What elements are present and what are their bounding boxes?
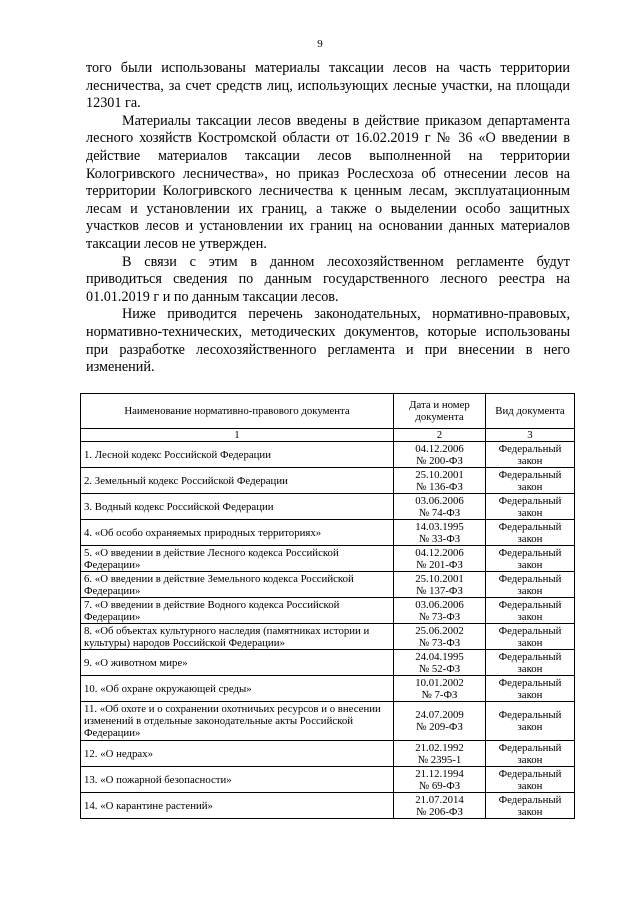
document-name: 5. «О введении в действие Лесного кодекса Российской Федерации» [84, 546, 339, 571]
document-type-line1: Федеральный [498, 442, 562, 455]
document-type-cell [486, 767, 575, 793]
document-type-line1: Федеральный [498, 598, 562, 611]
document-type-cell [486, 650, 575, 676]
column-number-row [81, 429, 575, 442]
document-number: № 74-ФЗ [418, 506, 461, 519]
table-row [81, 741, 575, 767]
document-type-line1: Федеральный [498, 709, 562, 721]
document-date-cell [394, 767, 486, 793]
table-row [81, 624, 575, 650]
document-date-cell [394, 572, 486, 598]
document-name: 3. Водный кодекс Российской Федерации [84, 500, 274, 513]
document-name: 8. «Об объектах культурного наследия (памятниках истории и культуры) народов Российской Федерации» [84, 624, 370, 649]
document-name-cell [81, 468, 394, 494]
document-name: 6. «О введении в действие Земельного кодекса Российской Федерации» [84, 572, 354, 597]
document-name-cell [81, 793, 394, 819]
document-name: 12. «О недрах» [84, 747, 153, 760]
document-date-cell [394, 624, 486, 650]
paragraph: В связи с этим в данном лесохозяйственном регламенте будут приводиться сведения по данным государственного лесного реестра на 01.01.2019 г и по данным таксации лесов. [86, 253, 570, 305]
column-number: 3 [486, 429, 575, 442]
document-type-line2: закон [517, 779, 543, 792]
document-name: 2. Земельный кодекс Российской Федерации [84, 474, 288, 487]
table-row [81, 494, 575, 520]
document-type-line2: закон [517, 636, 543, 649]
document-name-cell [81, 494, 394, 520]
table-row [81, 793, 575, 819]
document-type-line2: закон [517, 454, 543, 467]
document-date-cell [394, 676, 486, 702]
paragraph: того были использованы материалы таксации лесов на часть территории лесничества, за счет средств лиц, использующих лесные участки, на площади 12301 га. [86, 60, 570, 112]
document-type-cell [486, 624, 575, 650]
paragraph: Ниже приводится перечень законодательных, нормативно-правовых, нормативно-технических, методических документов, которые использованы при разработке лесохозяйственного регламента и при внесении в него изменений. [86, 306, 570, 376]
document-type-line2: закон [517, 688, 543, 701]
document-date-cell [394, 468, 486, 494]
document-date: 03.06.2006 [415, 598, 464, 611]
header-date-number: Дата и номер документа [394, 394, 486, 429]
document-date-cell [394, 520, 486, 546]
table-row [81, 702, 575, 741]
document-number: № 201-ФЗ [416, 558, 463, 571]
document-date: 24.04.1995 [415, 650, 464, 663]
header-document-name: Наименование нормативно-правового документа [81, 394, 394, 429]
document-type-line1: Федеральный [498, 650, 562, 663]
document-type-line2: закон [517, 532, 543, 545]
document-number: № 137-ФЗ [416, 584, 463, 597]
document-number: № 206-ФЗ [416, 805, 463, 818]
table-row [81, 676, 575, 702]
table-row [81, 546, 575, 572]
document-date: 25.06.2002 [415, 624, 464, 637]
document-type-line1: Федеральный [498, 468, 562, 481]
body-text [86, 60, 570, 377]
document-type-line1: Федеральный [498, 676, 562, 689]
document-type-cell [486, 741, 575, 767]
document-type-cell [486, 572, 575, 598]
document-name-cell [81, 650, 394, 676]
document-number: № 73-ФЗ [418, 636, 461, 649]
document-name-cell [81, 546, 394, 572]
document-name-cell [81, 676, 394, 702]
header-document-type: Вид документа [486, 394, 575, 429]
document-type-line2: закон [517, 480, 543, 493]
paragraph: Материалы таксации лесов введены в действие приказом департамента лесного хозяйств Костромской области от 16.02.2019 г № 36 «О введении в действие материалов таксации лесов выполненной на территории Кологривского лесничества», но приказ Рослесхоза об отнесении лесов на территории Кологривского лесничества к ценным лесам, эксплуатационным лесам и установлении их границ, а также о выделении особо защитных участков лесов и установлении их границ на основании данных материалов таксации лесов не утвержден. [86, 112, 570, 252]
document-type-line2: закон [517, 506, 543, 519]
document-name: 1. Лесной кодекс Российской Федерации [84, 448, 271, 461]
document-type-line2: закон [517, 721, 543, 734]
document-number: № 209-ФЗ [416, 721, 463, 734]
column-number: 1 [81, 429, 394, 442]
document-name: 14. «О карантине растений» [84, 799, 213, 812]
document-date-cell [394, 546, 486, 572]
document-name-cell [81, 624, 394, 650]
document-date: 04.12.2006 [415, 442, 464, 455]
document-type-line2: закон [517, 753, 543, 766]
document-date: 25.10.2001 [415, 572, 464, 585]
documents-table [80, 393, 575, 819]
document-type-line1: Федеральный [498, 741, 562, 754]
document-date: 21.12.1994 [415, 767, 464, 780]
column-number: 2 [394, 429, 486, 442]
document-date: 24.07.2009 [415, 709, 464, 721]
document-type-cell [486, 468, 575, 494]
document-name: 10. «Об охране окружающей среды» [84, 682, 252, 695]
table-header-row [81, 394, 575, 429]
document-name-cell [81, 598, 394, 624]
document-name-cell [81, 741, 394, 767]
document-name: 9. «О животном мире» [84, 656, 188, 669]
table-row [81, 650, 575, 676]
document-type-line1: Федеральный [498, 793, 562, 806]
document-date: 21.02.1992 [415, 741, 464, 754]
document-type-cell [486, 546, 575, 572]
document-name: 11. «Об охоте и о сохранении охотничьих ресурсов и о внесении изменений в отдельные законодательные акты Российской Федерации» [84, 702, 381, 740]
document-date-cell [394, 702, 486, 741]
document-type-line2: закон [517, 584, 543, 597]
document-date: 03.06.2006 [415, 494, 464, 507]
table-row [81, 572, 575, 598]
document-name-cell [81, 572, 394, 598]
document-date: 21.07.2014 [415, 793, 464, 806]
document-date-cell [394, 598, 486, 624]
document-type-cell [486, 494, 575, 520]
document-number: № 73-ФЗ [418, 610, 461, 623]
document-date-cell [394, 793, 486, 819]
document-type-line1: Федеральный [498, 572, 562, 585]
document-number: № 52-ФЗ [418, 662, 461, 675]
document-date: 10.01.2002 [415, 676, 464, 689]
document-date: 14.03.1995 [415, 520, 464, 533]
document-date: 04.12.2006 [415, 546, 464, 559]
table-row [81, 767, 575, 793]
document-name-cell [81, 520, 394, 546]
document-type-line1: Федеральный [498, 767, 562, 780]
document-number: № 136-ФЗ [416, 480, 463, 493]
document-date-cell [394, 494, 486, 520]
page-number: 9 [317, 38, 323, 50]
document-type-line1: Федеральный [498, 494, 562, 507]
document-name-cell [81, 702, 394, 741]
document-type-cell [486, 702, 575, 741]
document-type-line1: Федеральный [498, 520, 562, 533]
document-type-cell [486, 793, 575, 819]
document-name: 7. «О введении в действие Водного кодекса Российской Федерации» [84, 598, 340, 623]
document-date-cell [394, 741, 486, 767]
document-number: № 69-ФЗ [418, 779, 461, 792]
table-row [81, 598, 575, 624]
document-number: № 2395-1 [417, 753, 462, 766]
document-number: № 7-ФЗ [421, 688, 458, 701]
document-type-cell [486, 520, 575, 546]
document-date-cell [394, 442, 486, 468]
document-type-line2: закон [517, 662, 543, 675]
document-type-cell [486, 676, 575, 702]
document-name-cell [81, 442, 394, 468]
document-type-line2: закон [517, 610, 543, 623]
document-type-cell [486, 442, 575, 468]
document-type-cell [486, 598, 575, 624]
document-name: 13. «О пожарной безопасности» [84, 773, 232, 786]
document-type-line1: Федеральный [498, 546, 562, 559]
table-row [81, 468, 575, 494]
document-type-line2: закон [517, 805, 543, 818]
document-date: 25.10.2001 [415, 468, 464, 481]
document-date-cell [394, 650, 486, 676]
table-row [81, 520, 575, 546]
document-type-line2: закон [517, 558, 543, 571]
document-type-line1: Федеральный [498, 624, 562, 637]
document-number: № 200-ФЗ [416, 454, 463, 467]
document-name-cell [81, 767, 394, 793]
document-number: № 33-ФЗ [418, 532, 461, 545]
table-row [81, 442, 575, 468]
document-name: 4. «Об особо охраняемых природных территориях» [84, 526, 322, 539]
